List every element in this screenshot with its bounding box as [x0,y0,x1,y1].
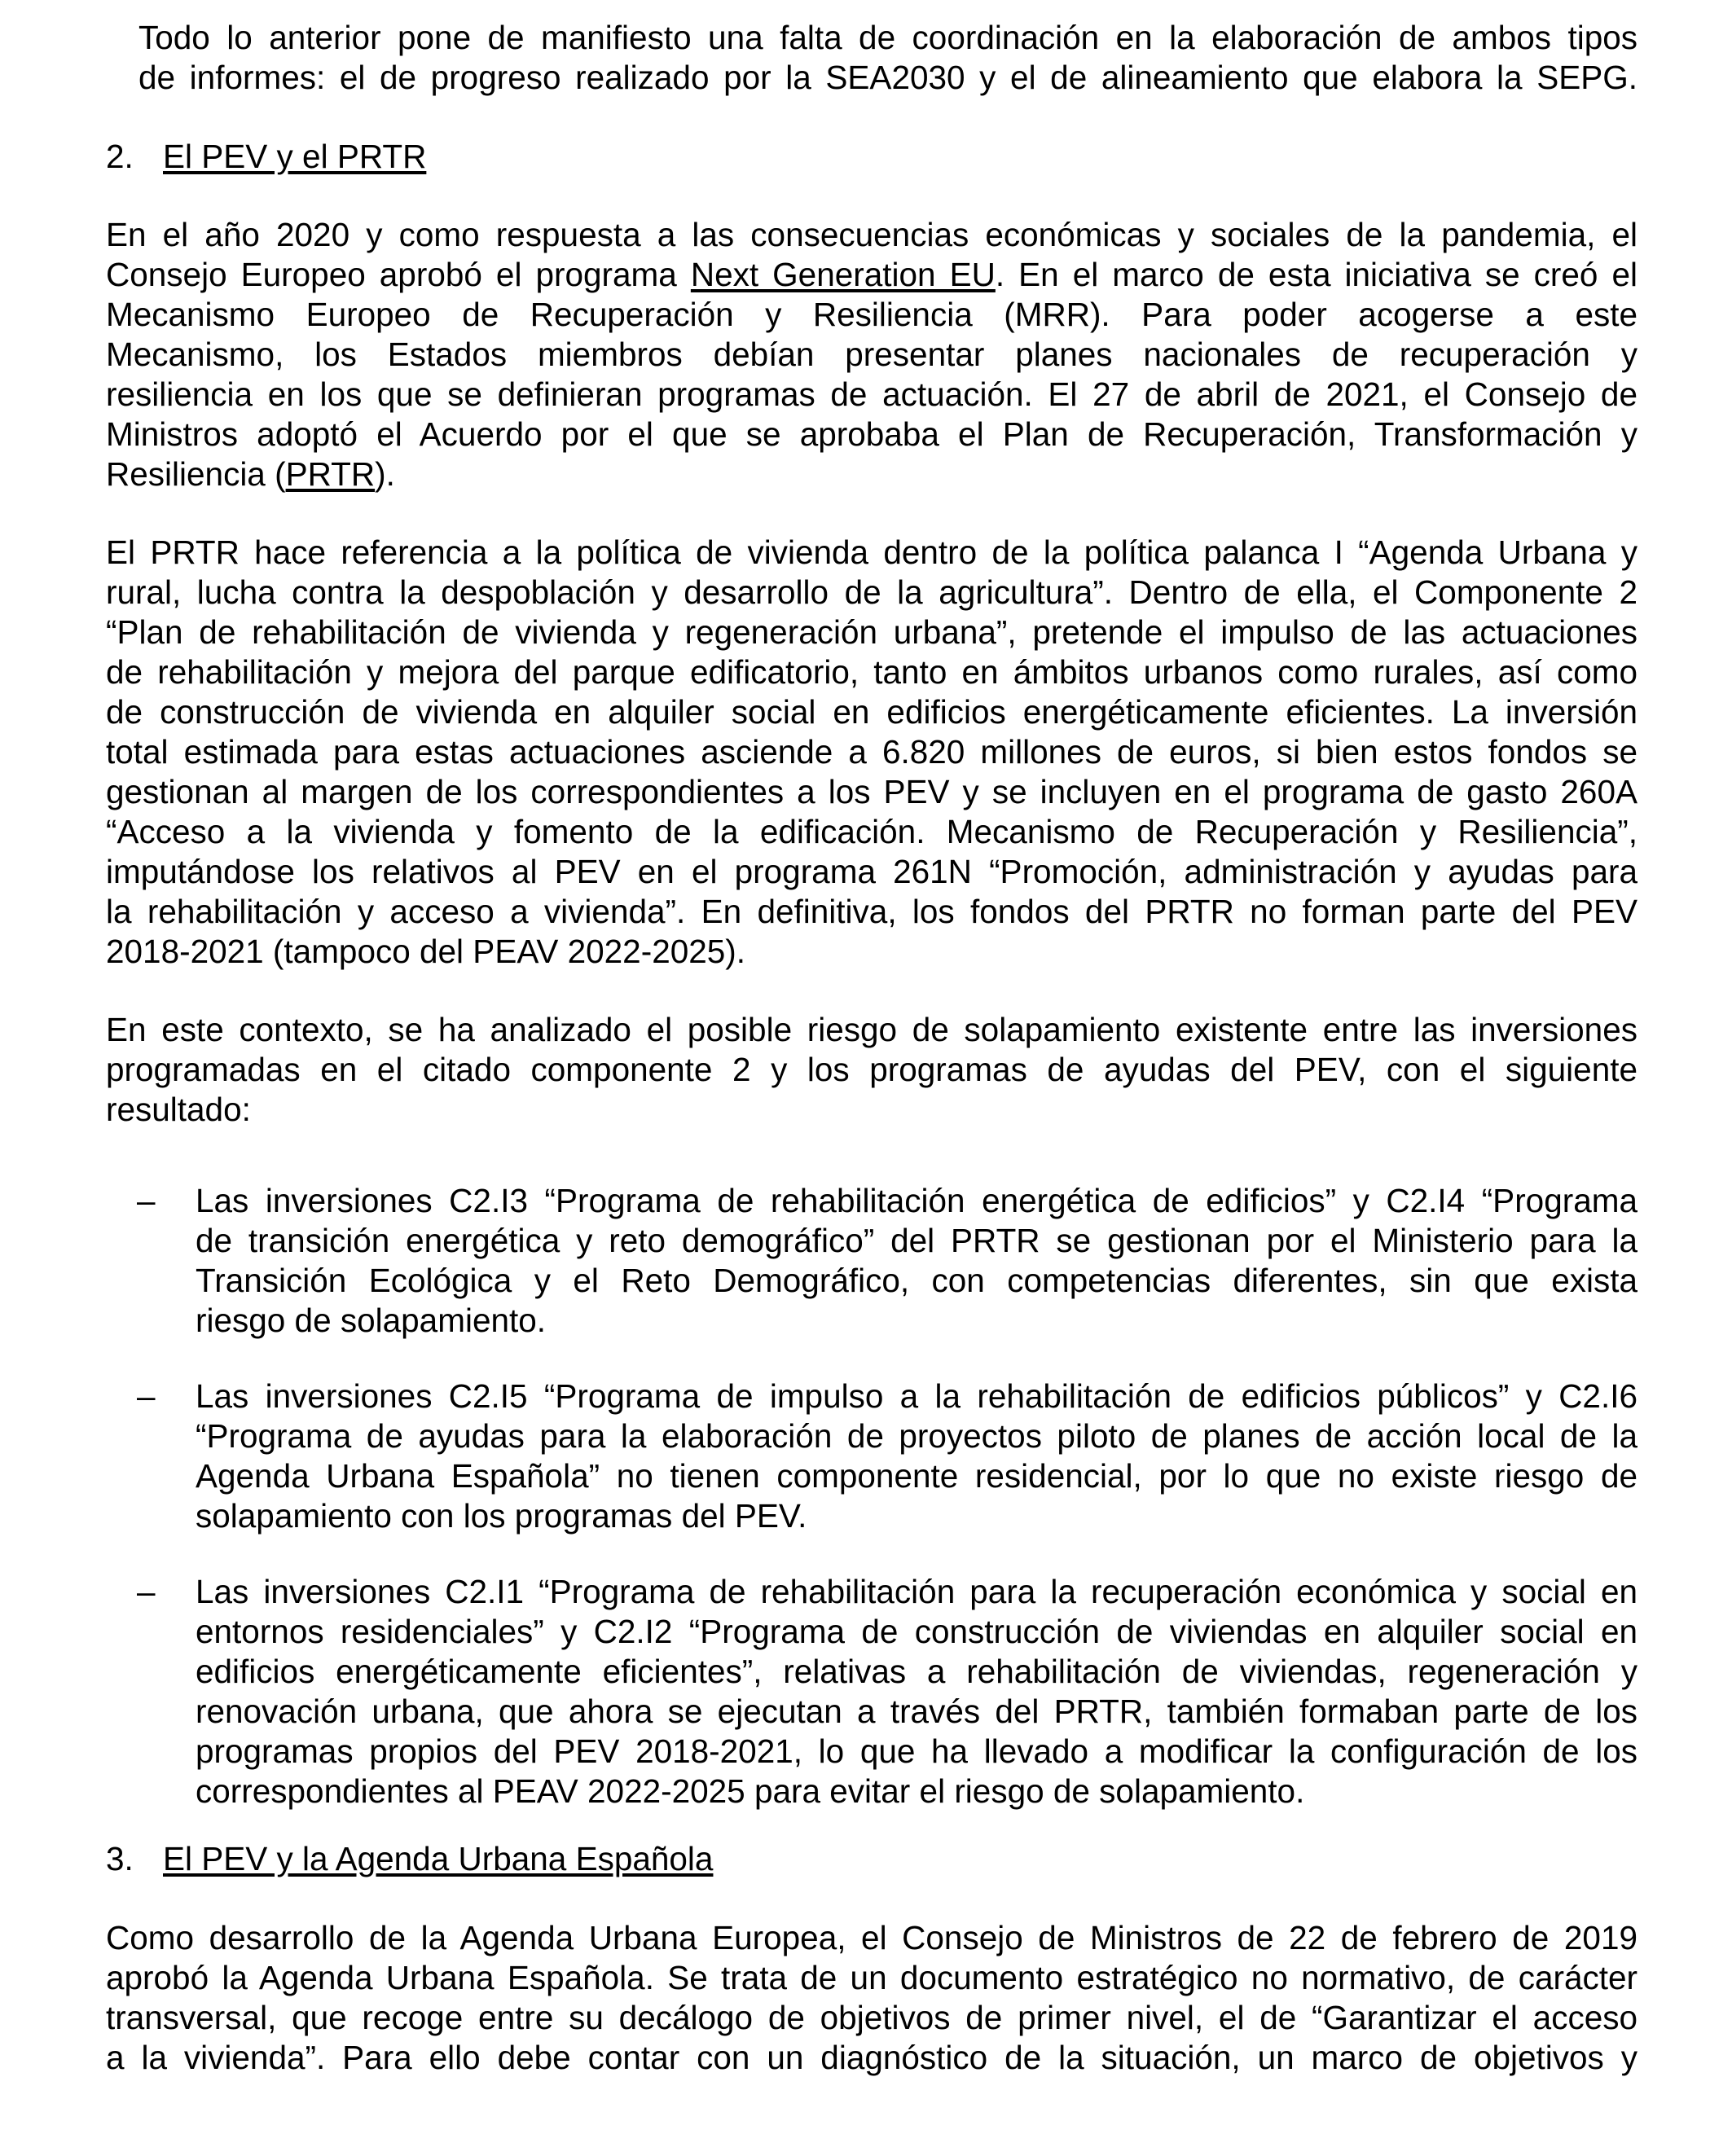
text-line: programas propios del PEV 2018-2021, lo que ha llevado a modificar la configuración de los [196,1732,1637,1770]
text-line: imputándose los relativos al PEV en el programa 261N “Promoción, administración y ayudas para [106,853,1637,890]
text-line: rural, lucha contra la despoblación y desarrollo de la agricultura”. Dentro de ella, el Componente 2 [106,573,1637,611]
text-line: programadas en el citado componente 2 y los programas de ayudas del PEV, con el siguiente [106,1051,1637,1088]
text-segment: . En el marco de esta iniciativa se creó el [995,256,1637,293]
text-line: Transición Ecológica y el Reto Demográfico, con competencias diferentes, sin que exista [196,1262,1637,1299]
prtr-link[interactable]: PRTR [285,455,376,493]
text-line: entornos residenciales” y C2.I2 “Programa de construcción de viviendas en alquiler social en [196,1613,1637,1650]
text-line: “Plan de rehabilitación de vivienda y regeneración urbana”, pretende el impulso de las actuaciones [106,613,1637,651]
text-line [106,454,1637,494]
text-line: riesgo de solapamiento. [196,1302,547,1339]
text-line: correspondientes al PEAV 2022-2025 para evitar el riesgo de solapamiento. [196,1772,1305,1810]
text-line: a la vivienda”. Para ello debe contar con un diagnóstico de la situación, un marco de objetivos y [106,2039,1637,2076]
dash-bullet-icon: – [137,1182,156,1219]
text-line: Todo lo anterior pone de manifiesto una falta de coordinación en la elaboración de ambos tipos [138,19,1637,56]
text-line: total estimada para estas actuaciones asciende a 6.820 millones de euros, si bien estos fondos se [106,733,1637,771]
text-line: Mecanismo Europeo de Recuperación y Resiliencia (MRR). Para poder acogerse a este [106,296,1637,333]
text-line: Mecanismo, los Estados miembros debían presentar planes nacionales de recuperación y [106,336,1637,373]
text-line: de construcción de vivienda en alquiler social en edificios energéticamente eficientes. La inversión [106,693,1637,731]
text-line: resiliencia en los que se definieran programas de actuación. El 27 de abril de 2021, el Consejo de [106,375,1637,413]
text-line: “Acceso a la vivienda y fomento de la edificación. Mecanismo de Recuperación y Resiliencia”, [106,813,1637,850]
text-line: de transición energética y reto demográfico” del PRTR se gestionan por el Ministerio para la [196,1222,1637,1259]
text-line: Las inversiones C2.I3 “Programa de rehabilitación energética de edificios” y C2.I4 “Programa [196,1182,1637,1219]
text-line: En el año 2020 y como respuesta a las consecuencias económicas y sociales de la pandemia, el [106,216,1637,253]
section-title: El PEV y el PRTR [163,138,427,175]
text-line: El PRTR hace referencia a la política de vivienda dentro de la política palanca I “Agenda Urbana y [106,534,1637,571]
text-line: edificios energéticamente eficientes”, relativas a rehabilitación de viviendas, regeneración y [196,1653,1637,1690]
text-line: gestionan al margen de los correspondientes a los PEV y se incluyen en el programa de gasto 260A [106,773,1637,810]
text-line: aprobó la Agenda Urbana Española. Se trata de un documento estratégico no normativo, de carácter [106,1959,1637,1996]
text-line: Las inversiones C2.I5 “Programa de impulso a la rehabilitación de edificios públicos” y C2.I6 [196,1377,1637,1415]
next-generation-eu-link[interactable]: Next Generation EU [690,256,996,293]
text-segment: Resiliencia ( [106,455,286,493]
dash-bullet-icon: – [137,1377,156,1415]
dash-bullet-icon: – [137,1573,156,1610]
text-line: la rehabilitación y acceso a vivienda”. En definitiva, los fondos del PRTR no forman parte del PEV [106,893,1637,930]
text-segment: Consejo Europeo aprobó el programa [106,256,691,293]
text-line: Agenda Urbana Española” no tienen componente residencial, por lo que no existe riesgo de [196,1457,1637,1495]
text-line: resultado: [106,1091,251,1128]
text-segment: ). [375,455,395,493]
text-line: de informes: el de progreso realizado por la SEA2030 y el de alineamiento que elabora la SEPG. [138,59,1637,96]
text-line: En este contexto, se ha analizado el posible riesgo de solapamiento existente entre las inversiones [106,1011,1637,1048]
text-line: de rehabilitación y mejora del parque edificatorio, tanto en ámbitos urbanos como rurales, así como [106,653,1637,691]
section-title: El PEV y la Agenda Urbana Española [163,1840,714,1877]
text-line: 2018-2021 (tampoco del PEAV 2022-2025). [106,933,746,970]
text-line: “Programa de ayudas para la elaboración de proyectos piloto de planes de acción local de la [196,1417,1637,1455]
text-line: Ministros adoptó el Acuerdo por el que se aprobaba el Plan de Recuperación, Transformación y [106,415,1637,453]
section-number: 3. [106,1840,134,1877]
text-line: Como desarrollo de la Agenda Urbana Europea, el Consejo de Ministros de 22 de febrero de 2019 [106,1919,1637,1956]
text-line: transversal, que recoge entre su decálogo de objetivos de primer nivel, el de “Garantizar el acceso [106,1999,1637,2036]
section-number: 2. [106,138,134,175]
text-line [106,255,1637,295]
text-line: solapamiento con los programas del PEV. [196,1497,807,1535]
text-line: Las inversiones C2.I1 “Programa de rehabilitación para la recuperación económica y social en [196,1573,1637,1610]
text-line: renovación urbana, que ahora se ejecutan a través del PRTR, también formaban parte de los [196,1693,1637,1730]
